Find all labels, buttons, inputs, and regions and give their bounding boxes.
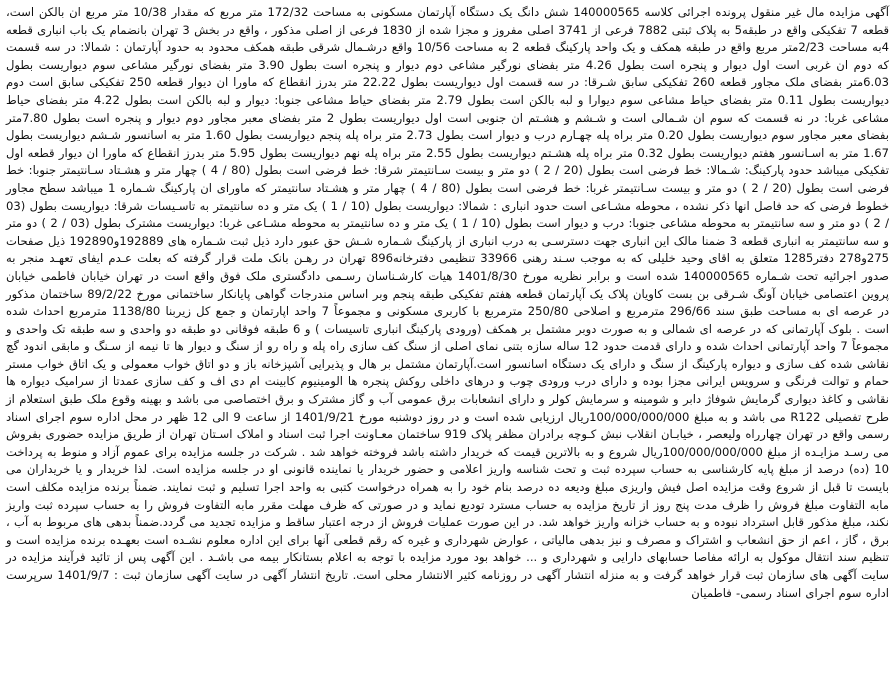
auction-notice (6, 4, 889, 602)
notice-body-text: آگهی مزایده مال غیر منقول پرونده اجرائی کلاسه 140000565 شش دانگ یک دستگاه آپارتمان مسکونی به مساحت 172/32 متر مربع که مقدار 10/38 متر مربع ان بالکن است، قطعه 7 تفکیکی واقع در طبقه5 به پلاک ثبتی 7882 فرعی از 3741 اصلی مفروز و مجزا شده از 1830 فرعی از اصلی مذکور ، واقع در بخش 3 تهران بانضمام یک باب انباری قطعه 4به مساحت 2/23متر مربع واقع در طبقه همکف و یک واحد پارکینگ قطعه 2 به مساحت 10/56 واقع درشـمال شرقی طبقه همکف محدود به حدود آپارتمان : شمالا: در سه قسمت که دوم ان غربی است اول دیوار و پنجره است بطول 4.26 متر بفضای نورگیر مشاعی دوم دیوار و پنجره است بطول 3.90 متر بفضای نورگیر مشاعی سوم دیواریست بطول 6.03متر بفضای ملک مجاور قطعه 260 تفکیکی سابق شـرقا: در سه قسمت اول دیواریست بطول 22.22 متر بدرز انقطاع که ماورا ان دیوار قطعه 250 تفکیکی سابق است دوم دیواریست بطول 0.11 متر بفضای حیاط مشاعی سوم دیوارا و لبه بالکن است بطول 2.79 متر بفضای حیاط مشاعی جنوبا: دیوار و لبه بالکن است بطول 4.22 متر بفضای حیاط مشاعی غربا: در نه قسمت که سوم ان شـمالی است و شـشم و هشـتم ان جنوبی است اول دیواریست بطول 2 متر بفضای معبر مجاور دوم دیوار و پنجره است بطول 7.80متر بفضای معبر مجاور سوم دیواریست بطول 0.20 متر براه پله چهـارم درب و دیوار است بطول 2.73 متر براه پله پنجم دیواریست بطول 1.60 متر به اسانسور شـشم دیواریست بطول 1.67 متر به اسـانسور هفتم دیواریست بطول 0.32 متر براه پله هشـتم دیواریست بطول 2.55 متر براه پله نهم دیواریست بطول 5.95 متر بدرز انقطاع که ماورا ان دیوار قطعه اول تفکیکی میباشد حدود پارکینگ: شـمالا: خط فرضی است بطول (20 / 2 ) دو متر و بیست سـانتیمتر شرقا: خط فرضی است بطول (80 / 4 ) چهار متر و هشـتاد سـانتیمتر جنوبا: خط فرضی است بطول (20 / 2 ) دو متر و بیست سـانتیمتر غربا: خط فرضی است بطول (80 / 4 ) چهار متر و هشـتاد سانتیمتر که ماورای ان پارکینگ شـماره 1 میباشد سطح مجاور خطوط فرضی که حد فاصل انها ذکر نشده ، محوطه مشـاعی است حدود انباری : شمالا: دیواریست بطول (10 / 1 ) یک متر و ده سانتیمتر به تاسـیسات شرقا: دیواریست بطول (03 / 2 ) دو متر و سه سانتیمتر به محوطه مشاعی جنوبا: درب و دیوار است بطول (10 / 1 ) یک متر و ده سانتیمتر به محوطه مشـاعی غربا: دیواریست مشترک بطول (03 / 2 ) دو متر و سه سانتیمتر به انباری قطعه 3 ضمنا مالک این انباری جهت دسترسـی به درب انباری از پارکینگ شـماره شـش حق عبور دارد ذیل ثبت شـماره های 192889و192890 ذیل صفحات 275و278 دفتر1285 متعلق به اقای وحید خلیلی که به موجب سـند رهنی 33966 تنظیمی دفترخانه896 تهران در رهـن بانک ملت قرار گرفته که بعلت عـدم ایفای تعهـد منجر به صدور اجرائیه تحت شـماره 140000565 شده است و برابر نظریه مورخ 1401/8/30 هیات کارشـناسان رسـمی دادگستری ملک فوق واقع است در تهران خیابان فاطمی خیابان پروین اعتصامی خیابان آونگ شـرقی بن بست کاویان پلاک یک آپارتمان قطعه هفتم تفکیکی طبقه پنجم وبر اساس مندرجات گواهی پایانکار ساختمانی مورخ 89/2/22 ساختمان مذکور در عرصه ای به مساحت طبق سند 296/66 مترمربع و اصلاحی 250/80 مترمربع با کاربری مسکونی و مجموعاً 7 واحد اپارتمان و جمع کل زیربنا 1138/80 مترمربع احداث شده است . بلوک آپارتمانی که در عرصه ای شمالی و به صورت دوبر مشتمل بر همکف (ورودی پارکینگ انباری تاسیسات ) و 6 طبقه فوقانی دو طبقه دو واحدی و سه طبقه تک واحدی و مجموعاً 7 واحد آپارتمانی احداث شده و دارای قدمت حدود 12 ساله سازه بتنی نمای اصلی از سنگ کف سازی راه پله و راه رو از سنگ و دیوار ها تا نیمه از سـنگ و مابقی اندود گچ نقاشی شده کف سازی و دیواره پارکینگ از سنگ و دارای یک دستگاه اسانسور است.آپارتمان مشتمل بر هال و پذیرایی آشپزخانه باز و دو اتاق خواب معمولی و یک اتاق خواب مستر حمام و توالت فرنگی و سرویس ایرانی مجزا بوده و دارای درب ورودی چوب و درهای داخلی روکش پنجره ها الومینیوم کابینت ام دی اف و کف سازی عمدتا از سرامیک دیواره ها نقاشی و کاغذ دیواری گرمایش شوفاژ دابر و شومینه و سرمایش کولر و دارای انشعابات برق عمومی آب و گاز مشترک و برق اختصاصی می باشد و بهینه وقوع ملک طبق استعلام از طرح تفصیلی R122 می باشد و به مبلغ 100/000/000/000ریال ارزیابی شده است و در روز دوشنبه مورخ 1401/9/21 از ساعت 9 الی 12 ظهر در محل اداره سوم اجرای اسناد رسمی واقع در تهران چهارراه ولیعصر ، خیابـان انقلاب نبش کـوچه برادران مظفر پلاک 919 ساختمان معـاونت اجرا ثبت اسناد و املاک اسـتان تهران از طریق مزایده حضوری بفروش می رسـد مزایـده از مبلغ 100/000/000/000ریال شروع و به بالاترین قیمت که خریدار داشته باشد فروخته خواهد شد . شرکت در جلسه مزایده برای عموم آزاد و منوط به پرداخت 10 (ده) درصد از مبلغ پایه کارشناسی به حساب سپرده ثبت و تحت شناسه واریز اعلامی و حضور خریدار یا نماینده قانونی او در جلسه مزایده است. لذا خریدار و یا خریداران می بایست تا قبل از شروع وقت مزایده اصل فیش واریزی مبلغ ودیعه ده درصد بنام خود را به همراه درخواست کتبی به واحد اجرا تسلیم و ثبت نمایند. ضمناً برنده مزایده مکلف است مابه التفاوت مبلغ فروش را ظرف مدت پنج روز از تاریخ مزایده به حساب مسترد تودیع نماید و در صورتی که ظرف مهلت مقرر مابه التفاوت فروش را به حساب سپرده ثبت واریز نکند، مبلغ مذکور قابل استرداد نبوده و به حساب خزانه واریز خواهد شد. در این صورت عملیات فروش از درجه اعتبار ساقط و مزایده تجدید می گردد.ضمناً بدهی های مربوط به آب ، برق ، گاز ، اعم از حق انشعاب و اشتراک و مصرف و نیز بدهی مالیاتی ، عوارض شهرداری و غیره که رقم قطعی آنها برای این اداره معلوم نشـده است بعهـده برنده مزایده است و تنظیم سند انتقال موکول به ارائه مفاصا حسابهای دارایی و شهرداری و ... خواهد بود مورد مزایده با توجه به اعلام بستانکار بیمه می باشـد . این آگهی پس از تائید فرآیند مزایده در سایت آگهی های سازمان ثبت قرار خواهد گرفت و به منزله انتشار آگهی در روزنامه کثیر الانتشار محلی است. تاریخ انتشار آگهی در سایت آگهی سازمان ثبت : 1401/9/7 سرپرست اداره سوم اجرای اسناد رسمی- فاطمیان (6, 5, 890, 600)
